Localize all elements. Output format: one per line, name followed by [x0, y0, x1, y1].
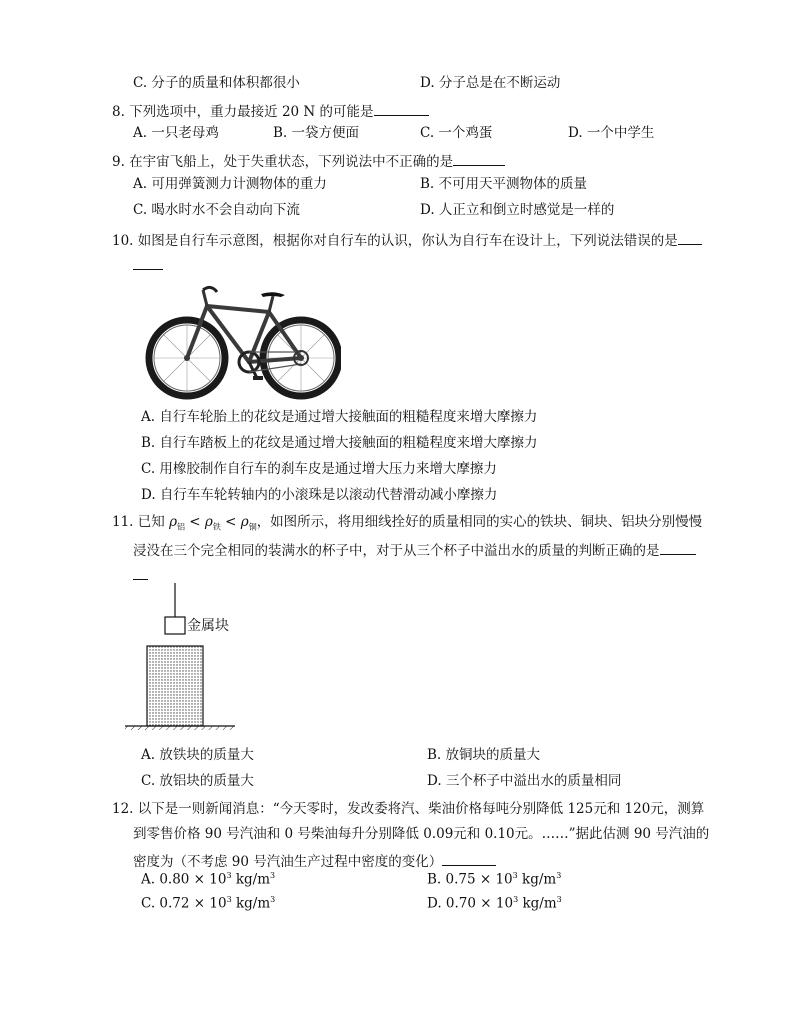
- q7-option-c: C. 分子的质量和体积都很小: [133, 75, 300, 91]
- q12-option-b: [427, 872, 561, 887]
- answer-blank[interactable]: [453, 153, 505, 166]
- q11-option-c: C. 放铝块的质量大: [141, 773, 254, 789]
- unit-exponent: 3: [556, 871, 562, 880]
- exponent: 3: [226, 871, 232, 880]
- unit-exponent: 3: [556, 895, 562, 904]
- q8-option-b: B. 一袋方便面: [273, 125, 360, 141]
- bicycle-drawing: [145, 278, 341, 400]
- q12-option-d: [427, 896, 562, 911]
- exponent: 3: [512, 871, 518, 880]
- q10-option-c: C. 用橡胶制作自行车的刹车皮是通过增大压力来增大摩擦力: [141, 461, 497, 477]
- q11-stem-prefix: 11. 已知: [112, 514, 165, 530]
- unit: kg/m: [517, 871, 557, 888]
- metal-block-label: 金属块: [187, 618, 229, 634]
- bicycle-image: [145, 278, 341, 400]
- q10-stem: [112, 232, 702, 249]
- q9-stem-text: 9. 在宇宙飞船上，处于失重状态，下列说法中不正确的是: [112, 154, 454, 170]
- exponent: 3: [226, 895, 232, 904]
- q8-option-c: C. 一个鸡蛋: [420, 125, 493, 141]
- answer-blank[interactable]: [678, 232, 702, 245]
- q12-option-a-value: A. 0.80 × 10: [141, 871, 227, 888]
- rho-subscript-fe: 铁: [212, 522, 221, 532]
- beaker-diagram: [125, 580, 265, 730]
- q8-option-a: A. 一只老母鸡: [133, 125, 219, 141]
- q12-option-c-value: C. 0.72 × 10: [141, 895, 227, 912]
- q10-stem-text: 10. 如图是自行车示意图，根据你对自行车的认识，你认为自行车在设计上，下列说法错误的是: [112, 233, 678, 249]
- q11-option-d: D. 三个杯子中溢出水的质量相同: [427, 773, 622, 789]
- q12-option-d-value: D. 0.70 × 10: [427, 895, 514, 912]
- q9-option-b: B. 不可用天平测物体的质量: [420, 176, 588, 192]
- less-than: <: [189, 514, 201, 530]
- unit: kg/m: [518, 895, 557, 912]
- q8-option-d: D. 一个中学生: [568, 125, 655, 141]
- q11-stem-line2: [133, 542, 696, 559]
- q12-option-c: [141, 896, 275, 911]
- rho-subscript-al: 铝: [177, 522, 185, 532]
- rho-symbol: ρ: [240, 514, 249, 530]
- rho-symbol: ρ: [169, 514, 177, 530]
- q11-stem: [112, 516, 702, 532]
- less-than: <: [225, 514, 237, 530]
- q11-option-b: B. 放铜块的质量大: [427, 747, 541, 763]
- q9-option-a: A. 可用弹簧测力计测物体的重力: [133, 176, 327, 192]
- answer-blank-continuation[interactable]: [133, 257, 163, 270]
- beaker-drawing: [125, 580, 265, 730]
- q8-stem: [112, 103, 429, 120]
- unit-exponent: 3: [270, 871, 276, 880]
- q11-stem-rest: ，如图所示，将用细线拴好的质量相同的实心的铁块、铜块、铝块分别慢慢: [256, 514, 703, 530]
- q7-option-d: D. 分子总是在不断运动: [420, 75, 561, 91]
- q10-option-a: A. 自行车轮胎上的花纹是通过增大接触面的粗糙程度来增大摩擦力: [141, 409, 538, 425]
- rho-symbol: ρ: [204, 514, 213, 530]
- answer-blank[interactable]: [660, 542, 696, 555]
- exponent: 3: [513, 895, 519, 904]
- answer-blank[interactable]: [374, 103, 429, 116]
- q12-option-a: [141, 872, 275, 887]
- unit: kg/m: [231, 895, 271, 912]
- q10-option-d: D. 自行车车轮转轴内的小滚珠是以滚动代替滑动减小摩擦力: [141, 487, 498, 503]
- q10-option-b: B. 自行车踏板上的花纹是通过增大接触面的粗糙程度来增大摩擦力: [141, 435, 538, 451]
- q12-stem-line1: 12. 以下是一则新闻消息：“今天零时，发改委将汽、柴油价格每吨分别降低 125元和 120元，测算: [112, 801, 705, 817]
- rho-subscript-cu: 铜: [248, 522, 257, 532]
- q9-option-c: C. 喝水时水不会自动向下流: [133, 202, 300, 218]
- q12-stem-line2: 到零售价格 90 号汽油和 0 号柴油每升分别降低 0.09元和 0.10元。……”据此估测 90 号汽油的: [133, 826, 710, 842]
- q12-stem-line3-text: 密度为（不考虑 90 号汽油生产过程中密度的变化）: [133, 854, 443, 870]
- unit-exponent: 3: [270, 895, 276, 904]
- answer-blank[interactable]: [442, 853, 496, 866]
- q11-option-a: A. 放铁块的质量大: [141, 747, 254, 763]
- q10-stem-blank-cont: [133, 257, 163, 274]
- q12-option-b-value: B. 0.75 × 10: [427, 871, 513, 888]
- q9-option-d: D. 人正立和倒立时感觉是一样的: [420, 202, 615, 218]
- unit: kg/m: [231, 871, 271, 888]
- q11-stem-line2-text: 浸没在三个完全相同的装满水的杯子中，对于从三个杯子中溢出水的质量的判断正确的是: [133, 543, 660, 559]
- q12-stem-line3: [133, 853, 496, 870]
- answer-blank-continuation[interactable]: [133, 567, 148, 580]
- q8-stem-text: 8. 下列选项中，重力最接近 20 N 的可能是: [112, 104, 374, 120]
- q9-stem: [112, 153, 505, 170]
